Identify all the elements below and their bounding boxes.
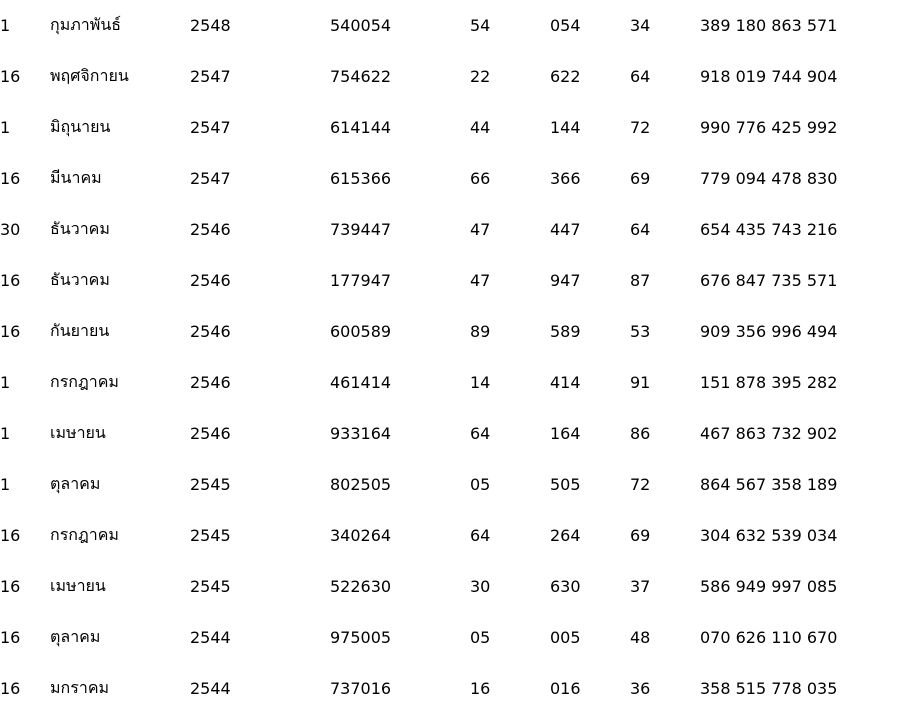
cell-month: เมษายน	[50, 423, 106, 442]
cell-last-two: 34	[630, 16, 651, 35]
table-row	[0, 510, 902, 561]
cell-three-digit: 447	[550, 220, 581, 239]
cell-last-two: 69	[630, 169, 651, 188]
table-row	[0, 51, 902, 102]
cell-day: 16	[0, 577, 21, 596]
cell-first-prize: 739447	[330, 220, 392, 239]
cell-three-digit: 414	[550, 373, 581, 392]
cell-first-prize: 540054	[330, 16, 392, 35]
cell-set-numbers: 779 094 478 830	[700, 169, 838, 188]
cell-month: กุมภาพันธ์	[50, 15, 122, 34]
table-row	[0, 204, 902, 255]
cell-three-digit: 366	[550, 169, 581, 188]
cell-day: 16	[0, 679, 21, 698]
cell-month: มิถุนายน	[50, 117, 111, 136]
cell-month: เมษายน	[50, 576, 106, 595]
cell-year: 2545	[190, 577, 231, 596]
cell-last-two: 64	[630, 220, 651, 239]
cell-last-two: 72	[630, 118, 651, 137]
cell-three-digit: 144	[550, 118, 581, 137]
cell-two-digit: 14	[470, 373, 491, 392]
cell-last-two: 37	[630, 577, 651, 596]
cell-year: 2545	[190, 526, 231, 545]
cell-year: 2547	[190, 169, 231, 188]
cell-day: 16	[0, 628, 21, 647]
cell-first-prize: 615366	[330, 169, 392, 188]
cell-set-numbers: 467 863 732 902	[700, 424, 838, 443]
table-row	[0, 306, 902, 357]
cell-two-digit: 05	[470, 475, 491, 494]
cell-day: 1	[0, 475, 11, 494]
table-row	[0, 561, 902, 612]
cell-three-digit: 947	[550, 271, 581, 290]
cell-set-numbers: 070 626 110 670	[700, 628, 838, 647]
cell-two-digit: 66	[470, 169, 491, 188]
cell-last-two: 87	[630, 271, 651, 290]
cell-year: 2548	[190, 16, 231, 35]
cell-two-digit: 47	[470, 220, 491, 239]
cell-month: พฤศจิกายน	[50, 66, 129, 85]
table-row	[0, 153, 902, 204]
cell-last-two: 53	[630, 322, 651, 341]
cell-first-prize: 461414	[330, 373, 392, 392]
cell-first-prize: 340264	[330, 526, 392, 545]
cell-day: 1	[0, 16, 11, 35]
cell-year: 2546	[190, 373, 231, 392]
cell-year: 2546	[190, 424, 231, 443]
cell-two-digit: 30	[470, 577, 491, 596]
cell-three-digit: 264	[550, 526, 581, 545]
table-row	[0, 408, 902, 459]
cell-three-digit: 005	[550, 628, 581, 647]
cell-year: 2544	[190, 679, 231, 698]
cell-first-prize: 754622	[330, 67, 392, 86]
cell-month: ตุลาคม	[50, 627, 101, 646]
cell-day: 1	[0, 424, 11, 443]
cell-day: 1	[0, 373, 11, 392]
cell-day: 16	[0, 526, 21, 545]
cell-set-numbers: 389 180 863 571	[700, 16, 838, 35]
table-row	[0, 255, 902, 306]
cell-last-two: 64	[630, 67, 651, 86]
cell-year: 2545	[190, 475, 231, 494]
cell-month: ธันวาคม	[50, 270, 110, 289]
table-row	[0, 459, 902, 510]
cell-first-prize: 522630	[330, 577, 392, 596]
table-row	[0, 663, 902, 714]
cell-last-two: 72	[630, 475, 651, 494]
cell-two-digit: 47	[470, 271, 491, 290]
cell-three-digit: 505	[550, 475, 581, 494]
cell-day: 16	[0, 67, 21, 86]
cell-first-prize: 737016	[330, 679, 392, 698]
cell-set-numbers: 304 632 539 034	[700, 526, 838, 545]
cell-day: 16	[0, 169, 21, 188]
cell-day: 16	[0, 271, 21, 290]
cell-last-two: 91	[630, 373, 651, 392]
cell-two-digit: 22	[470, 67, 491, 86]
cell-year: 2544	[190, 628, 231, 647]
cell-two-digit: 16	[470, 679, 491, 698]
cell-month: กันยายน	[50, 321, 110, 340]
cell-first-prize: 802505	[330, 475, 392, 494]
cell-set-numbers: 151 878 395 282	[700, 373, 838, 392]
cell-month: กรกฎาคม	[50, 525, 119, 544]
cell-last-two: 86	[630, 424, 651, 443]
cell-month: ตุลาคม	[50, 474, 101, 493]
cell-month: ธันวาคม	[50, 219, 110, 238]
cell-day: 1	[0, 118, 11, 137]
cell-month: มีนาคม	[50, 168, 102, 187]
cell-first-prize: 975005	[330, 628, 392, 647]
table-row	[0, 0, 902, 51]
cell-year: 2547	[190, 67, 231, 86]
cell-first-prize: 614144	[330, 118, 392, 137]
cell-two-digit: 05	[470, 628, 491, 647]
cell-month: กรกฎาคม	[50, 372, 119, 391]
cell-last-two: 48	[630, 628, 651, 647]
cell-first-prize: 933164	[330, 424, 392, 443]
cell-year: 2546	[190, 220, 231, 239]
cell-two-digit: 64	[470, 424, 491, 443]
cell-first-prize: 177947	[330, 271, 392, 290]
cell-two-digit: 44	[470, 118, 491, 137]
cell-two-digit: 89	[470, 322, 491, 341]
cell-day: 16	[0, 322, 21, 341]
cell-year: 2546	[190, 271, 231, 290]
cell-three-digit: 164	[550, 424, 581, 443]
cell-three-digit: 630	[550, 577, 581, 596]
cell-set-numbers: 990 776 425 992	[700, 118, 838, 137]
cell-set-numbers: 909 356 996 494	[700, 322, 838, 341]
cell-two-digit: 54	[470, 16, 491, 35]
cell-day: 30	[0, 220, 21, 239]
cell-three-digit: 622	[550, 67, 581, 86]
cell-three-digit: 589	[550, 322, 581, 341]
cell-set-numbers: 358 515 778 035	[700, 679, 838, 698]
cell-set-numbers: 864 567 358 189	[700, 475, 838, 494]
cell-year: 2547	[190, 118, 231, 137]
cell-month: มกราคม	[50, 678, 110, 697]
cell-set-numbers: 654 435 743 216	[700, 220, 838, 239]
cell-set-numbers: 918 019 744 904	[700, 67, 838, 86]
table-row	[0, 357, 902, 408]
cell-year: 2546	[190, 322, 231, 341]
cell-last-two: 69	[630, 526, 651, 545]
cell-set-numbers: 676 847 735 571	[700, 271, 838, 290]
cell-three-digit: 054	[550, 16, 581, 35]
cell-last-two: 36	[630, 679, 651, 698]
cell-first-prize: 600589	[330, 322, 392, 341]
cell-two-digit: 64	[470, 526, 491, 545]
cell-three-digit: 016	[550, 679, 581, 698]
cell-set-numbers: 586 949 997 085	[700, 577, 838, 596]
table-row	[0, 612, 902, 663]
table-row	[0, 102, 902, 153]
